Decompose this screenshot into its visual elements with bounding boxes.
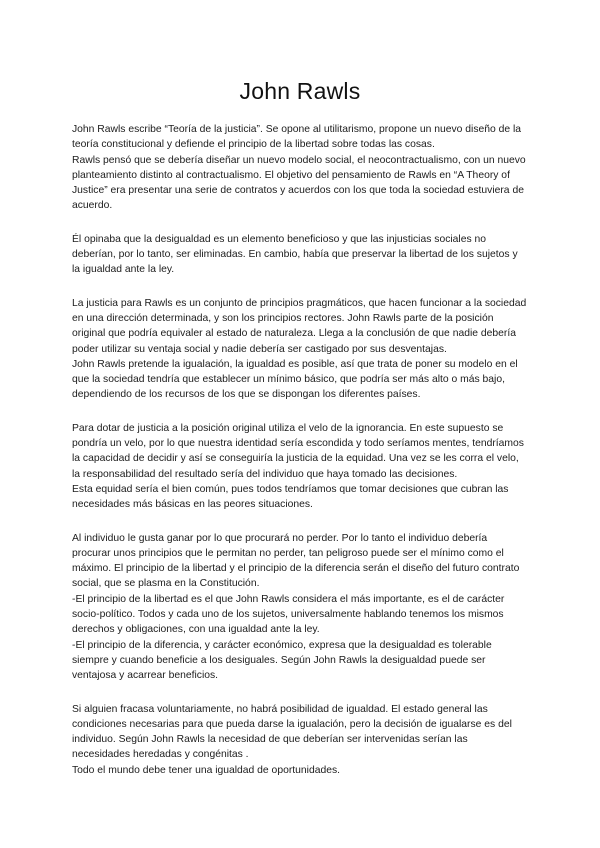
paragraph: Esta equidad sería el bien común, pues todos tendríamos que tomar decisiones que cubran las necesidades más básicas en las peores situaciones.: [72, 483, 509, 511]
paragraph: Para dotar de justicia a la posición original utiliza el velo de la ignorancia. En este supuesto se pondría un velo, por lo que nuestra identidad sería escondida y todo seríamos mentes, tendríamos la capacidad de decidir y así se conseguiría la justicia de la equidad. Una vez se les corra el velo, la responsabilidad del resultado sería del individuo que haya tomado las decisiones.: [72, 422, 524, 480]
paragraph: Él opinaba que la desigualdad es un elemento beneficioso y que las injusticias sociales no deberían, por lo tanto, ser eliminadas. En cambio, había que preservar la libertad de los sujetos y la igualdad ante la ley.: [72, 233, 518, 276]
paragraph: Rawls pensó que se debería diseñar un nuevo modelo social, el neocontractualismo, con un nuevo planteamiento distinto al contractualismo. El objetivo del pensamiento de Rawls en “A Theory of Justice” era presentar una serie de contratos y acuerdos con los que toda la sociedad estuviera de acuerdo.: [72, 154, 526, 212]
section-equality-of-opportunity: [72, 702, 528, 778]
section-liberty-and-difference: [72, 531, 528, 684]
paragraph: Todo el mundo debe tener una igualdad de oportunidades.: [72, 764, 340, 776]
paragraph: Al individuo le gusta ganar por lo que procurará no perder. Por lo tanto el individuo debería procurar unos principios que le permitan no perder, tan peligroso puede ser el mínimo como el máximo. El principio de la libertad y el principio de la diferencia serán el diseño del futuro contrato social, que se plasma en la Constitución.: [72, 532, 520, 590]
paragraph: Si alguien fracasa voluntariamente, no habrá posibilidad de igualdad. El estado general las condiciones necesarias para que pueda darse la igualación, pero la decisión de igualarse es del individuo. Según John Rawls la necesidad de que deberían ser intervenidas serían las necesidades heredadas y congénitas .: [72, 703, 512, 761]
section-veil-of-ignorance: [72, 421, 528, 513]
paragraph: -El principio de la diferencia, y carácter económico, expresa que la desigualdad es tolerable siempre y cuando beneficie a los desiguales. Según John Rawls la desigualdad puede ser ventajosa y acarrear beneficios.: [72, 639, 492, 682]
paragraph: La justicia para Rawls es un conjunto de principios pragmáticos, que hacen funcionar a la sociedad en una dirección determinada, y son los principios rectores. John Rawls parte de la posición original que podría equivaler al estado de naturaleza. Llega a la conclusión de que nadie debería poder utilizar su ventaja social y nadie debería ser castigado por sus desventajas.: [72, 297, 527, 355]
paragraph: John Rawls escribe “Teoría de la justicia”. Se opone al utilitarismo, propone un nuevo diseño de la teoría constitucional y defiende el principio de la libertad sobre todas las cosas.: [72, 124, 522, 151]
paragraph: -El principio de la libertad es el que John Rawls considera el más importante, es el de carácter socio-político. Todos y cada uno de los sujetos, universalmente hablando tenemos los mismos derechos y obligaciones, con una igualdad ante la ley.: [72, 593, 505, 636]
section-justice-principles: [72, 296, 528, 403]
paragraph: John Rawls pretende la igualación, la igualdad es posible, así que trata de poner su modelo en el que la sociedad tendría que establecer un mínimo básico, que podría ser más alto o más bajo, dependiendo de los recursos de los que se dispongan los diferentes países.: [72, 358, 518, 401]
section-inequality: [72, 232, 528, 278]
section-introduction: [72, 122, 528, 214]
page-title: John Rawls: [239, 78, 361, 104]
